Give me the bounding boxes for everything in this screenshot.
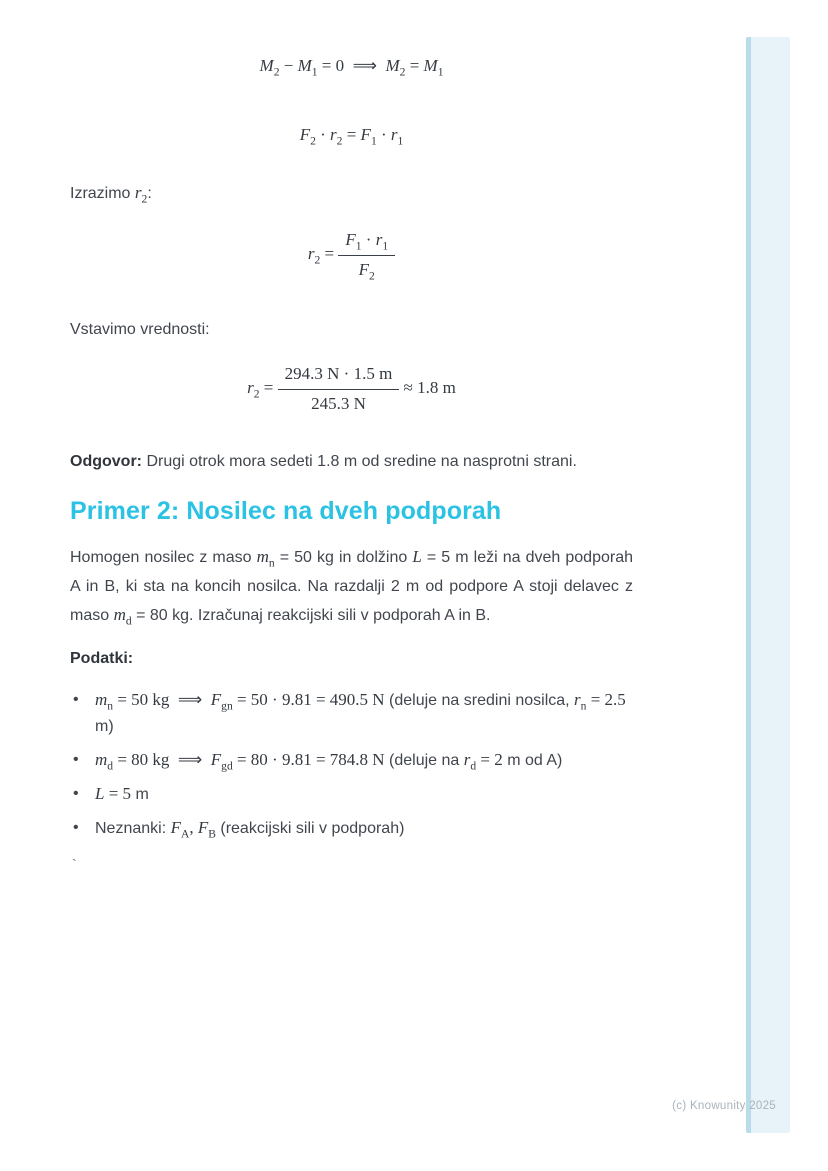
stray-backtick: ` <box>72 855 77 872</box>
equation-moment-balance: $M_2 - M_1 = 0$ ⟹ $M_2 = M_1$ <box>259 56 444 79</box>
list-item-mass-beam: • $m_n = 50$ kg ⟹ $F_{gn} = 50 \cdot 9.81 = 490.5$ N (deluje na sredini nosilca, $r_n = 2.5$ m) <box>70 687 633 740</box>
label-izrazimo: Izrazimo $r_2$: <box>70 183 152 206</box>
equation-force-lever: $F_2 \cdot r_2 = F_1 \cdot r_1$ <box>299 125 404 148</box>
list-item-unknowns: • Neznanki: $F_A$, $F_B$ (reakcijski sili v podporah) <box>70 815 633 842</box>
footer-copyright: (c) Knowunity 2025 <box>672 1100 776 1112</box>
answer-label: Odgovor: <box>70 453 142 470</box>
data-heading <box>70 647 633 671</box>
equation-r2-symbolic: $r_2$ = $\frac{F_1 \cdot r_1}{F_2}$ <box>70 228 633 282</box>
section-heading: Primer 2: Nosilec na dveh podporah <box>70 497 502 525</box>
data-heading-label: Podatki: <box>70 649 134 667</box>
problem-paragraph: Homogen nosilec z maso $m_n = 50$ kg in dolžino L = 5 m leži na dveh podporah A in B, ki sta na koncih nosilca. Na razdalji 2 m od podpore A stoji delavec z maso $m_d = 80$ kg. Izračunaj reakcijski sili v podporah A in B. <box>70 547 633 628</box>
list-item-length: • L = 5 m <box>70 781 633 808</box>
scrollbar-strip[interactable] <box>746 37 790 1133</box>
page-content <box>70 0 633 874</box>
answer-text: Drugi otrok mora sedeti 1.8 m od sredine na nasprotni strani. <box>142 453 577 470</box>
equation-r2-numeric: $r_2$ = $\frac{294.3 N \cdot 1.5 m}{245.3 N}$ ≈ 1.8 m <box>70 362 633 416</box>
data-list <box>70 687 633 842</box>
answer-line <box>70 450 633 474</box>
list-item-mass-worker: • $m_d = 80$ kg ⟹ $F_{gd} = 80 \cdot 9.81 = 784.8$ N (deluje na $r_d = 2$ m od A) <box>70 747 633 774</box>
label-vstavimo: Vstavimo vrednosti: <box>70 321 210 338</box>
